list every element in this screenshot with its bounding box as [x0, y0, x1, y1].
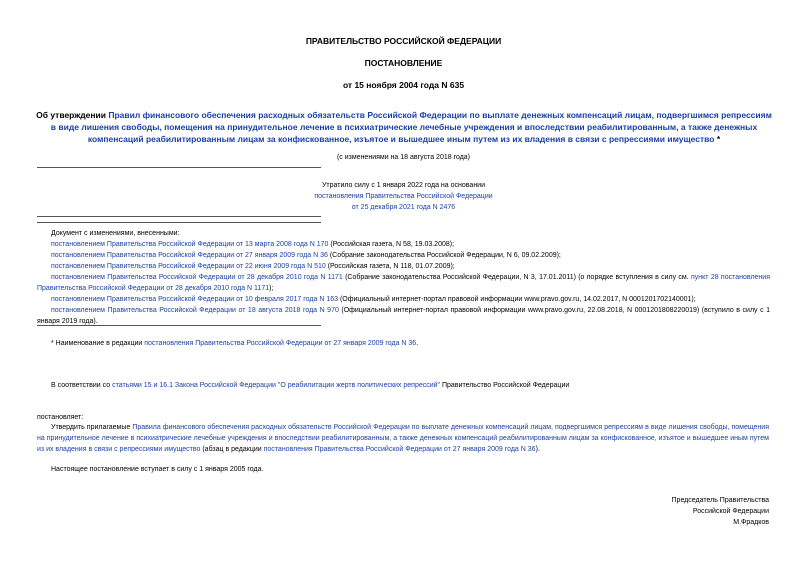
list-item [37, 305, 770, 327]
amendment-source: (Российская газета, N 118, 01.07.2009); [325, 263, 455, 270]
paragraph-1-prefix: Утвердить прилагаемые [51, 424, 133, 431]
title-rules-link[interactable]: Правил финансового обеспечения расходных обязательств Российской Федерации по выплате денежных компенсаций лицам, подвергшимся репрессиям в виде лишения свободы, помещения на принудительное лечение в психиатрические лечебные учреждения и впоследствии реабилитированным, а также денежных компенсаций реабилитированным лицам за конфискованное, изъятое и вышедшее иным путем из их владения в связи с репрессиями имущество [50, 110, 772, 144]
footnote [51, 338, 771, 349]
footnote-prefix: * Наименование в редакции [51, 340, 145, 347]
divider [37, 216, 321, 217]
signature-title-2: Российской Федерации [692, 508, 769, 515]
amendment-link[interactable]: постановлением Правительства Российской Федерации от 27 января 2009 года N 36 [51, 252, 328, 259]
preamble-suffix: Правительство Российской Федерации [440, 382, 570, 389]
amendment-source: (Официальный интернет-портал правовой информации www.pravo.gov.ru, 14.02.2017, N 0001201702140001); [338, 296, 696, 303]
rules-link[interactable]: Правила финансового обеспечения расходных обязательств Российской Федерации по выплате денежных компенсаций лицам, подвергшимся репрессиям в виде лишения свободы, помещения на принудительное лечение в психиатрические лечебные учреждения и впоследствии реабилитированным, а также денежных компенсаций реабилитированным лицам за конфискованное, изъятое и вышедшее иным путем из их владения в связи с репрессиями имущество [37, 424, 769, 453]
preamble [51, 380, 771, 391]
government-heading: ПРАВИТЕЛЬСТВО РОССИЙСКОЙ ФЕДЕРАЦИИ [305, 36, 502, 46]
divider [37, 167, 321, 168]
signature-name: М.Фрадков [733, 519, 769, 526]
title-suffix: * [714, 134, 721, 144]
list-item [37, 239, 770, 250]
paragraph-1-amendment-link[interactable]: постановления Правительства Российской Федерации от 27 января 2009 года N 36 [263, 446, 536, 453]
preamble-prefix: В соответствии со [51, 382, 113, 389]
changes-intro: Документ с изменениями, внесенными: [51, 230, 180, 237]
divider [37, 325, 321, 326]
signature-title-1: Председатель Правительства [671, 497, 769, 504]
paragraph-1 [37, 422, 769, 455]
footnote-suffix: . [416, 340, 419, 347]
amendment-link[interactable]: постановлением Правительства Российской Федерации от 13 марта 2008 года N 170 [51, 241, 329, 248]
amendment-source: (Официальный интернет-портал правовой информации www.pravo.gov.ru, 22.08.2018, N 0001201808220019) (вступило в силу с 1 января 2019 года). [37, 307, 770, 325]
title-prefix: Об утверждении [36, 110, 109, 120]
paragraph-1-middle: (абзац в редакции [200, 446, 264, 453]
expired-link-line-2[interactable]: постановления Правительства Российской Федерации [314, 193, 493, 200]
amendment-source: (Собрание законодательства Российской Федерации, N 3, 17.01.2011) (о порядке вступления в силу см. [342, 274, 691, 281]
document-type: ПОСТАНОВЛЕНИЕ [364, 58, 443, 68]
law-articles-link[interactable]: статьями 15 и 16.1 Закона Российской Федерации "О реабилитации жертв политических репрессий" [112, 382, 441, 389]
amendment-link[interactable]: постановлением Правительства Российской Федерации от 28 декабря 2010 года N 1171 [51, 274, 343, 281]
amendment-point-link[interactable]: пункт 28 постановления Правительства Российской Федерации от 28 декабря 2010 года N 1171 [37, 274, 770, 292]
paragraph-1-suffix: ). [535, 446, 540, 453]
expired-line-1: Утратило силу с 1 января 2022 года на основании [321, 182, 486, 189]
divider [37, 222, 321, 223]
changes-block [37, 228, 770, 327]
document-date-number: от 15 ноября 2004 года N 635 [342, 80, 465, 90]
paragraph-2: Настоящее постановление вступает в силу с 1 января 2005 года. [51, 466, 264, 473]
amendment-source: (Собрание законодательства Российской Федерации, N 6, 09.02.2009); [327, 252, 561, 259]
list-item [37, 261, 770, 272]
expired-link-line-3[interactable]: от 25 декабря 2021 года N 2476 [351, 204, 456, 211]
signature-block [672, 495, 769, 528]
amendment-source: (Российская газета, N 58, 19.03.2008); [328, 241, 455, 248]
amendment-link[interactable]: постановлением Правительства Российской Федерации от 18 августа 2018 года N 970 [51, 307, 339, 314]
footnote-link[interactable]: постановления Правительства Российской Федерации от 27 января 2009 года N 36 [144, 340, 417, 347]
amendments-note [0, 152, 807, 163]
list-item [37, 250, 770, 261]
document-title [36, 109, 772, 145]
amendment-link[interactable]: постановлением Правительства Российской Федерации от 22 июня 2009 года N 510 [51, 263, 326, 270]
amendment-link[interactable]: постановлением Правительства Российской Федерации от 10 февраля 2017 года N 163 [51, 296, 338, 303]
amendments-note-text: (с изменениями на 18 августа 2018 года) [336, 154, 471, 161]
amendment-source-end: ); [269, 285, 274, 292]
decrees-word: постановляет: [37, 414, 84, 421]
list-item [37, 294, 770, 305]
list-item [37, 272, 770, 294]
